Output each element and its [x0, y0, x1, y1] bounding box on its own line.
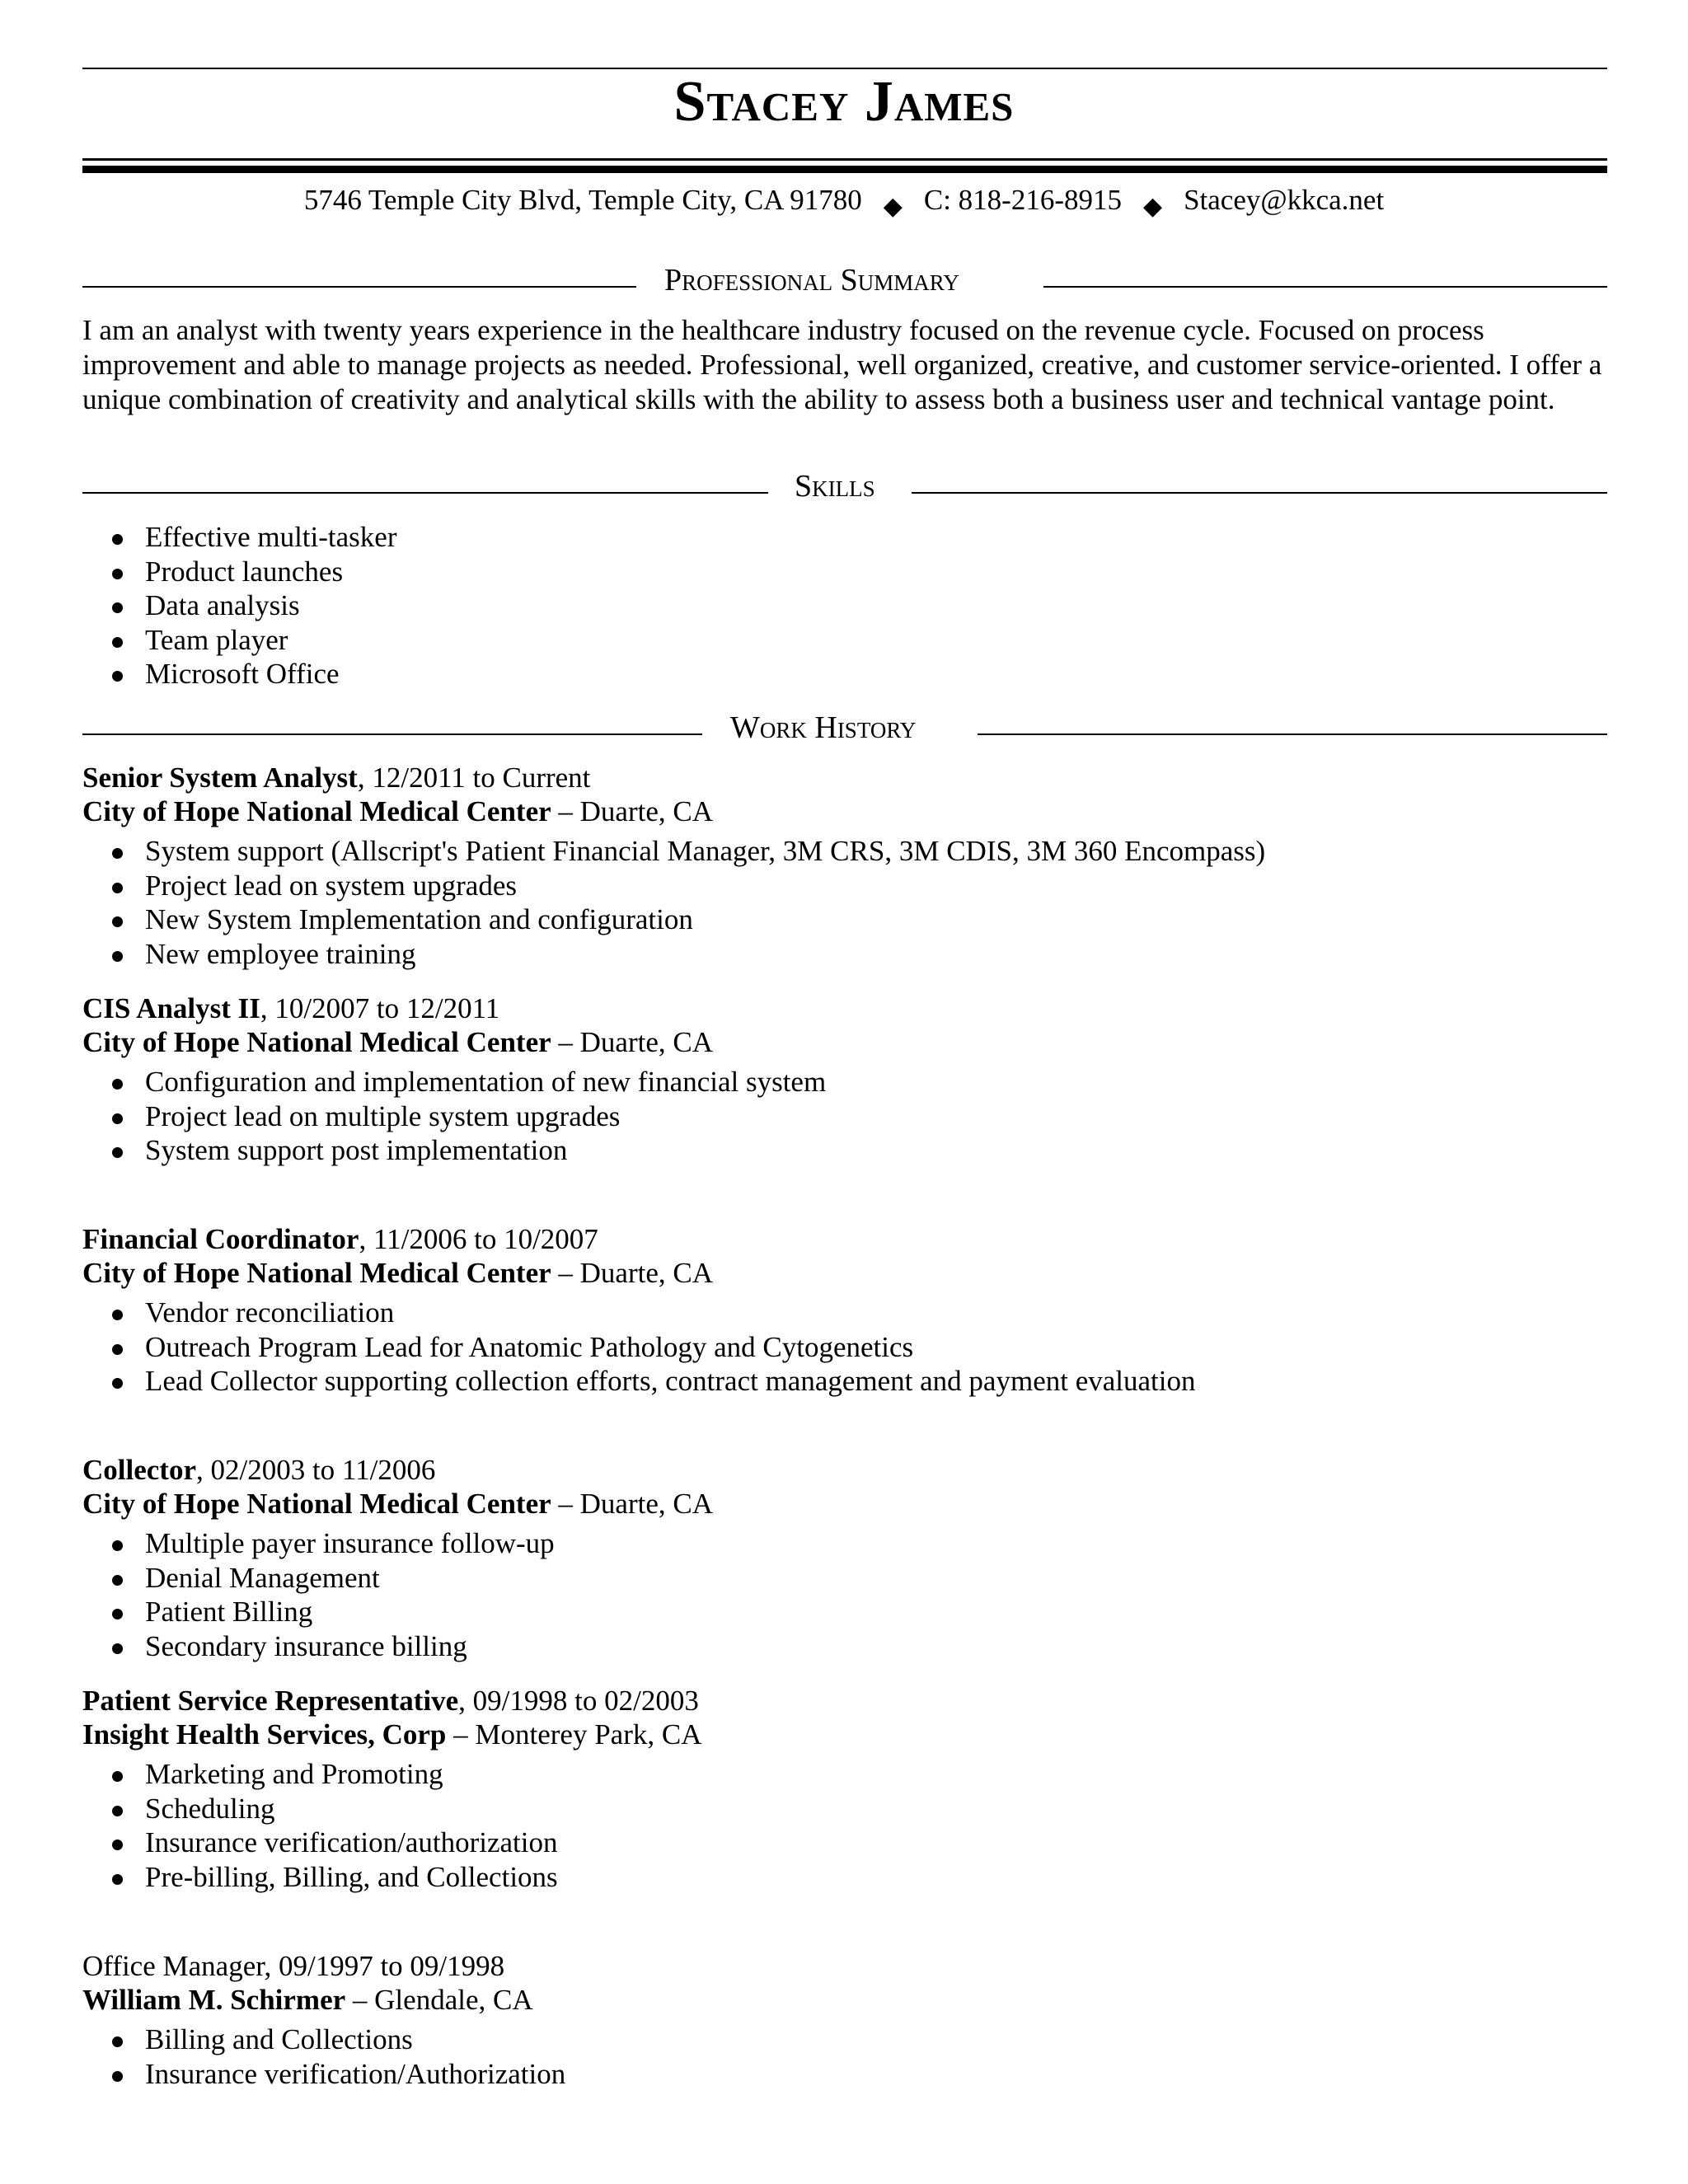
employer-name: City of Hope National Medical Center	[82, 1257, 551, 1289]
job-bullet: New employee training	[107, 937, 1265, 972]
job-title-line	[82, 1684, 699, 1718]
employer-location: – Duarte, CA	[551, 1488, 714, 1520]
job-bullets	[107, 1296, 1195, 1399]
job-bullet: Scheduling	[107, 1792, 558, 1826]
employer-line	[82, 1025, 713, 1060]
employer-location: – Duarte, CA	[551, 1257, 714, 1289]
employer-name: City of Hope National Medical Center	[82, 1488, 551, 1520]
job-bullets	[107, 1757, 558, 1894]
section-rule-left	[82, 286, 636, 288]
job-dates: , 09/1998 to 02/2003	[458, 1685, 699, 1717]
header-thin-rule	[82, 158, 1607, 161]
job-bullet: Patient Billing	[107, 1595, 555, 1629]
job-bullet: Project lead on multiple system upgrades	[107, 1099, 826, 1134]
skill-item: Data analysis	[107, 588, 396, 623]
employer-line	[82, 1256, 713, 1291]
job-bullet: Insurance verification/Authorization	[107, 2057, 565, 2092]
job-bullet: Vendor reconciliation	[107, 1296, 1195, 1330]
employer-name: City of Hope National Medical Center	[82, 795, 551, 827]
email: Stacey@kkca.net	[1184, 184, 1385, 216]
section-rule-right	[912, 492, 1607, 494]
job-bullet: Lead Collector supporting collection efforts, contract management and payment evaluation	[107, 1364, 1195, 1399]
job-dates: , 02/2003 to 11/2006	[195, 1454, 436, 1486]
job-bullet: System support (Allscript's Patient Financial Manager, 3M CRS, 3M CDIS, 3M 360 Encompass)	[107, 834, 1265, 869]
employer-location: – Duarte, CA	[551, 795, 714, 827]
section-rule-right	[1043, 286, 1607, 288]
diamond-separator-icon: ◆	[1143, 193, 1163, 220]
section-rule-right	[978, 733, 1607, 735]
job-title: Collector	[82, 1454, 196, 1486]
job-bullets	[107, 2022, 565, 2091]
employer-line	[82, 1983, 533, 2018]
employer-name: William M. Schirmer	[82, 1984, 346, 2016]
job-title-line	[82, 761, 590, 795]
summary-text: I am an analyst with twenty years experience in the healthcare industry focused on the revenue cycle. Focused on process improvement and able to manage projects as needed. Professional, well organized, creative, and customer service-oriented. I offer a unique combination of creativity and analytical skills with the ability to assess both a business user and technical vantage point.	[82, 314, 1602, 415]
job-bullet: Billing and Collections	[107, 2022, 565, 2057]
job-dates: , 12/2011 to Current	[357, 762, 591, 794]
section-rule-left	[82, 492, 768, 494]
employer-line	[82, 794, 713, 829]
employer-location: – Monterey Park, CA	[446, 1718, 702, 1750]
section-title-work: Work History	[730, 710, 917, 745]
employer-line	[82, 1718, 702, 1752]
skill-item: Product launches	[107, 555, 396, 589]
job-title: CIS Analyst II	[82, 992, 260, 1024]
job-bullet: Pre-billing, Billing, and Collections	[107, 1860, 558, 1895]
job-title: Financial Coordinator	[82, 1223, 359, 1255]
skill-item: Microsoft Office	[107, 657, 396, 691]
job-bullets	[107, 1526, 555, 1663]
job-title-line	[82, 991, 499, 1026]
job-bullet: Insurance verification/authorization	[107, 1825, 558, 1860]
contact-line	[0, 183, 1688, 219]
job-bullet: Multiple payer insurance follow-up	[107, 1526, 555, 1561]
phone: C: 818-216-8915	[923, 184, 1122, 216]
section-rule-left	[82, 733, 702, 735]
job-title-line	[82, 1222, 598, 1257]
job-title-line	[82, 1949, 504, 1984]
job-title: Patient Service Representative	[82, 1685, 459, 1717]
address: 5746 Temple City Blvd, Temple City, CA 91780	[303, 184, 862, 216]
job-bullet: Configuration and implementation of new financial system	[107, 1065, 826, 1099]
skills-list	[107, 520, 396, 691]
job-dates: , 11/2006 to 10/2007	[359, 1223, 598, 1255]
job-title: Senior System Analyst	[82, 762, 358, 794]
job-bullet: System support post implementation	[107, 1133, 826, 1168]
job-bullets	[107, 834, 1265, 971]
candidate-name: Stacey James	[673, 70, 1015, 134]
job-bullet: Secondary insurance billing	[107, 1629, 555, 1664]
diamond-separator-icon: ◆	[883, 193, 903, 220]
employer-name: Insight Health Services, Corp	[82, 1718, 447, 1750]
skill-item: Team player	[107, 623, 396, 658]
employer-location: – Glendale, CA	[345, 1984, 533, 2016]
section-title-skills: Skills	[795, 469, 875, 504]
job-bullet: New System Implementation and configuration	[107, 902, 1265, 937]
employer-line	[82, 1487, 713, 1521]
job-bullet: Marketing and Promoting	[107, 1757, 558, 1792]
section-title-summary: Professional Summary	[664, 263, 959, 298]
job-bullet: Denial Management	[107, 1561, 555, 1596]
job-title: Office Manager, 09/1997 to 09/1998	[82, 1950, 505, 1982]
job-bullet: Outreach Program Lead for Anatomic Pathology and Cytogenetics	[107, 1330, 1195, 1365]
employer-name: City of Hope National Medical Center	[82, 1026, 551, 1058]
employer-location: – Duarte, CA	[551, 1026, 714, 1058]
job-title-line	[82, 1453, 435, 1488]
job-bullets	[107, 1065, 826, 1168]
header-thick-rule	[82, 166, 1607, 173]
skill-item: Effective multi-tasker	[107, 520, 396, 555]
job-bullet: Project lead on system upgrades	[107, 869, 1265, 903]
job-dates: , 10/2007 to 12/2011	[260, 992, 500, 1024]
